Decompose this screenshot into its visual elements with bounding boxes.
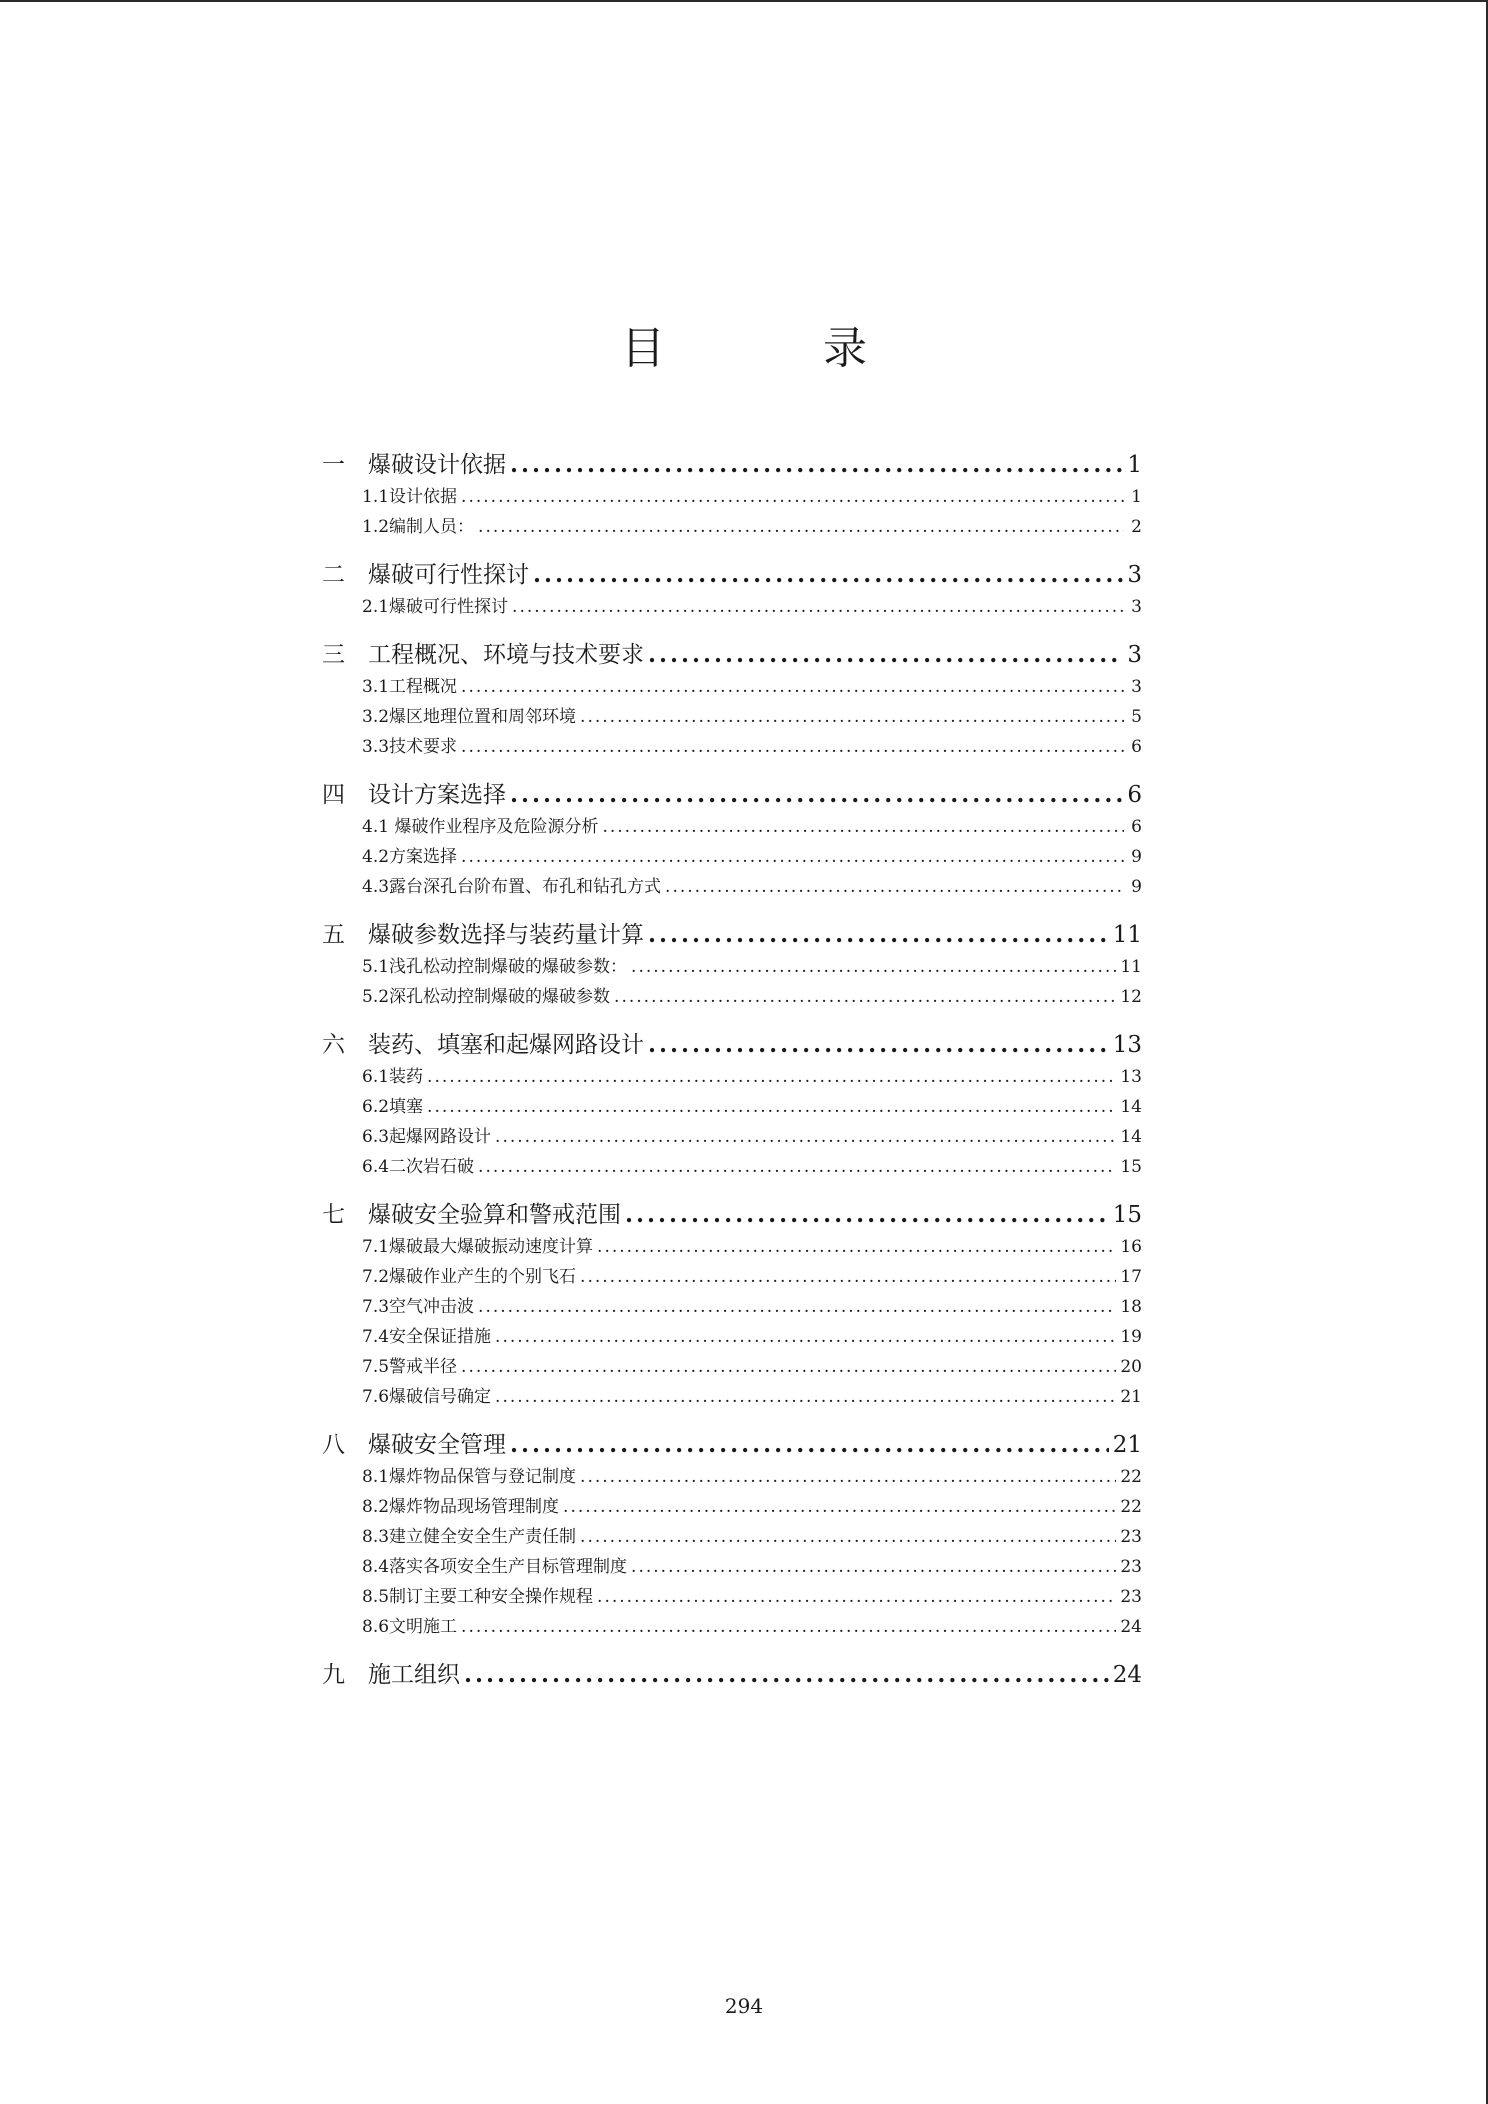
toc-chapter-row[interactable] <box>322 636 1142 672</box>
section-title: 6.1装药 <box>362 1067 424 1087</box>
chapter-title: 设计方案选择 <box>368 782 506 808</box>
section-title: 8.1爆炸物品保管与登记制度 <box>362 1467 577 1487</box>
section-title: 7.3空气冲击波 <box>362 1297 475 1317</box>
dot-leader <box>461 1617 1116 1637</box>
section-title: 8.5制订主要工种安全操作规程 <box>362 1587 594 1607</box>
toc-chapter <box>322 1656 1142 1692</box>
chapter-page-number: 11 <box>1112 922 1142 948</box>
toc-section-row[interactable] <box>322 1492 1142 1522</box>
dot-leader <box>495 1127 1116 1147</box>
section-title: 7.2爆破作业产生的个别飞石 <box>362 1267 577 1287</box>
section-page-number: 17 <box>1120 1267 1142 1287</box>
dot-leader <box>665 877 1124 897</box>
section-title: 3.2爆区地理位置和周邻环境 <box>362 707 577 727</box>
dot-leader <box>625 1201 1109 1228</box>
dot-leader <box>461 737 1124 757</box>
section-page-number: 14 <box>1120 1097 1142 1117</box>
section-page-number: 3 <box>1131 677 1142 697</box>
chapter-number: 四 <box>322 782 345 808</box>
dot-leader <box>580 707 1124 727</box>
toc-chapter-row[interactable] <box>322 1426 1142 1462</box>
section-title: 8.4落实各项安全生产目标管理制度 <box>362 1557 628 1577</box>
section-page-number: 11 <box>1120 957 1142 977</box>
section-page-number: 24 <box>1120 1617 1142 1637</box>
section-title: 4.3露台深孔台阶布置、布孔和钻孔方式 <box>362 877 662 897</box>
toc-section-row[interactable] <box>322 1382 1142 1412</box>
section-title: 5.2深孔松动控制爆破的爆破参数 <box>362 987 611 1007</box>
section-page-number: 9 <box>1131 847 1142 867</box>
toc-chapter <box>322 916 1142 1012</box>
toc-section-row[interactable] <box>322 812 1142 842</box>
page-number: 294 <box>724 1994 764 2018</box>
dot-leader <box>478 1157 1116 1177</box>
dot-leader <box>597 1587 1116 1607</box>
toc-chapter-row[interactable] <box>322 1656 1142 1692</box>
dot-leader <box>533 561 1123 588</box>
section-title: 6.2填塞 <box>362 1097 424 1117</box>
chapter-title: 施工组织 <box>368 1662 460 1688</box>
toc-section-row[interactable] <box>322 592 1142 622</box>
chapter-number: 一 <box>322 452 345 478</box>
chapter-page-number: 15 <box>1112 1202 1142 1228</box>
section-page-number: 23 <box>1120 1527 1142 1547</box>
page-title: 目 录 <box>621 323 939 374</box>
section-page-number: 12 <box>1120 987 1142 1007</box>
toc-section-row[interactable] <box>322 952 1142 982</box>
dot-leader <box>648 921 1109 948</box>
section-title: 6.4二次岩石破 <box>362 1157 475 1177</box>
toc-chapter-row[interactable] <box>322 446 1142 482</box>
toc-chapter <box>322 446 1142 542</box>
section-title: 1.1设计依据 <box>362 487 458 507</box>
toc-section-row[interactable] <box>322 1322 1142 1352</box>
chapter-number: 三 <box>322 642 345 668</box>
dot-leader <box>464 1661 1109 1688</box>
section-page-number: 13 <box>1120 1067 1142 1087</box>
toc-section-row[interactable] <box>322 1122 1142 1152</box>
toc-chapter-row[interactable] <box>322 1196 1142 1232</box>
chapter-number: 二 <box>322 562 345 588</box>
toc-chapter-row[interactable] <box>322 556 1142 592</box>
section-title: 3.1工程概况 <box>362 677 458 697</box>
section-page-number: 20 <box>1120 1357 1142 1377</box>
toc-chapter <box>322 556 1142 622</box>
toc-section-row[interactable] <box>322 1062 1142 1092</box>
chapter-page-number: 3 <box>1127 562 1142 588</box>
toc-chapter <box>322 776 1142 902</box>
section-page-number: 2 <box>1131 517 1142 537</box>
chapter-page-number: 24 <box>1112 1662 1142 1688</box>
section-page-number: 21 <box>1120 1387 1142 1407</box>
toc-section-row[interactable] <box>322 1612 1142 1642</box>
section-title: 3.3技术要求 <box>362 737 458 757</box>
dot-leader <box>495 1387 1116 1407</box>
dot-leader <box>461 847 1124 867</box>
section-page-number: 23 <box>1120 1557 1142 1577</box>
section-page-number: 22 <box>1120 1497 1142 1517</box>
dot-leader <box>478 1297 1116 1317</box>
dot-leader <box>461 1357 1116 1377</box>
dot-leader <box>648 641 1123 668</box>
section-page-number: 1 <box>1131 487 1142 507</box>
section-title: 7.5警戒半径 <box>362 1357 458 1377</box>
chapter-page-number: 1 <box>1127 452 1142 478</box>
toc-section-row[interactable] <box>322 732 1142 762</box>
section-page-number: 14 <box>1120 1127 1142 1147</box>
dot-leader <box>478 517 1124 537</box>
dot-leader <box>427 1067 1116 1087</box>
toc-section-row[interactable] <box>322 1292 1142 1322</box>
toc-section-row[interactable] <box>322 842 1142 872</box>
section-page-number: 16 <box>1120 1237 1142 1257</box>
toc-section-row[interactable] <box>322 512 1142 542</box>
toc-chapter <box>322 636 1142 762</box>
section-page-number: 19 <box>1120 1327 1142 1347</box>
dot-leader <box>510 781 1123 808</box>
toc-section-row[interactable] <box>322 1552 1142 1582</box>
chapter-title: 爆破安全验算和警戒范围 <box>368 1202 621 1228</box>
dot-leader <box>580 1527 1116 1547</box>
section-title: 7.1爆破最大爆破振动速度计算 <box>362 1237 594 1257</box>
dot-leader <box>648 1031 1109 1058</box>
chapter-number: 五 <box>322 922 345 948</box>
dot-leader <box>512 597 1124 617</box>
toc-section-row[interactable] <box>322 1092 1142 1122</box>
toc-section-row[interactable] <box>322 1152 1142 1182</box>
dot-leader <box>510 1431 1109 1458</box>
toc-chapter-row[interactable] <box>322 916 1142 952</box>
section-title: 7.4安全保证措施 <box>362 1327 492 1347</box>
dot-leader <box>461 677 1124 697</box>
toc-section-row[interactable] <box>322 1522 1142 1552</box>
chapter-number: 八 <box>322 1432 345 1458</box>
dot-leader <box>614 987 1116 1007</box>
chapter-number: 七 <box>322 1202 345 1228</box>
dot-leader <box>461 487 1124 507</box>
section-title: 8.2爆炸物品现场管理制度 <box>362 1497 560 1517</box>
section-title: 5.1浅孔松动控制爆破的爆破参数： <box>362 957 628 977</box>
chapter-title: 爆破可行性探讨 <box>368 562 529 588</box>
toc-chapter-row[interactable] <box>322 776 1142 812</box>
section-title: 6.3起爆网路设计 <box>362 1127 492 1147</box>
chapter-title: 工程概况、环境与技术要求 <box>368 642 644 668</box>
chapter-page-number: 21 <box>1112 1432 1142 1458</box>
section-page-number: 23 <box>1120 1587 1142 1607</box>
chapter-number: 九 <box>322 1662 345 1688</box>
section-page-number: 18 <box>1120 1297 1142 1317</box>
section-title: 2.1爆破可行性探讨 <box>362 597 509 617</box>
toc-section-row[interactable] <box>322 1462 1142 1492</box>
section-page-number: 15 <box>1120 1157 1142 1177</box>
toc-chapter-row[interactable] <box>322 1026 1142 1062</box>
dot-leader <box>580 1467 1116 1487</box>
section-page-number: 9 <box>1131 877 1142 897</box>
toc-section-row[interactable] <box>322 982 1142 1012</box>
chapter-number: 六 <box>322 1032 345 1058</box>
table-of-contents <box>322 446 1142 1706</box>
dot-leader <box>597 1237 1116 1257</box>
toc-chapter <box>322 1426 1142 1642</box>
toc-section-row[interactable] <box>322 672 1142 702</box>
section-page-number: 22 <box>1120 1467 1142 1487</box>
chapter-page-number: 3 <box>1127 642 1142 668</box>
section-title: 1.2编制人员： <box>362 517 475 537</box>
dot-leader <box>602 817 1124 837</box>
dot-leader <box>631 1557 1116 1577</box>
chapter-title: 装药、填塞和起爆网路设计 <box>368 1032 644 1058</box>
chapter-page-number: 6 <box>1127 782 1142 808</box>
chapter-title: 爆破安全管理 <box>368 1432 506 1458</box>
scan-border-top <box>0 0 1488 2</box>
chapter-title: 爆破设计依据 <box>368 452 506 478</box>
dot-leader <box>427 1097 1116 1117</box>
chapter-page-number: 13 <box>1112 1032 1142 1058</box>
dot-leader <box>495 1327 1116 1347</box>
toc-section-row[interactable] <box>322 1262 1142 1292</box>
section-page-number: 5 <box>1131 707 1142 727</box>
section-title: 4.1 爆破作业程序及危险源分析 <box>362 817 599 837</box>
section-page-number: 6 <box>1131 817 1142 837</box>
section-page-number: 6 <box>1131 737 1142 757</box>
toc-section-row[interactable] <box>322 1232 1142 1262</box>
toc-section-row[interactable] <box>322 872 1142 902</box>
section-title: 8.3建立健全安全生产责任制 <box>362 1527 577 1547</box>
toc-section-row[interactable] <box>322 482 1142 512</box>
dot-leader <box>510 451 1123 478</box>
toc-section-row[interactable] <box>322 702 1142 732</box>
dot-leader <box>563 1497 1116 1517</box>
toc-chapter <box>322 1026 1142 1182</box>
toc-section-row[interactable] <box>322 1352 1142 1382</box>
dot-leader <box>580 1267 1116 1287</box>
section-page-number: 3 <box>1131 597 1142 617</box>
section-title: 7.6爆破信号确定 <box>362 1387 492 1407</box>
chapter-title: 爆破参数选择与装药量计算 <box>368 922 644 948</box>
toc-section-row[interactable] <box>322 1582 1142 1612</box>
section-title: 8.6文明施工 <box>362 1617 458 1637</box>
section-title: 4.2方案选择 <box>362 847 458 867</box>
dot-leader <box>631 957 1116 977</box>
toc-chapter <box>322 1196 1142 1412</box>
